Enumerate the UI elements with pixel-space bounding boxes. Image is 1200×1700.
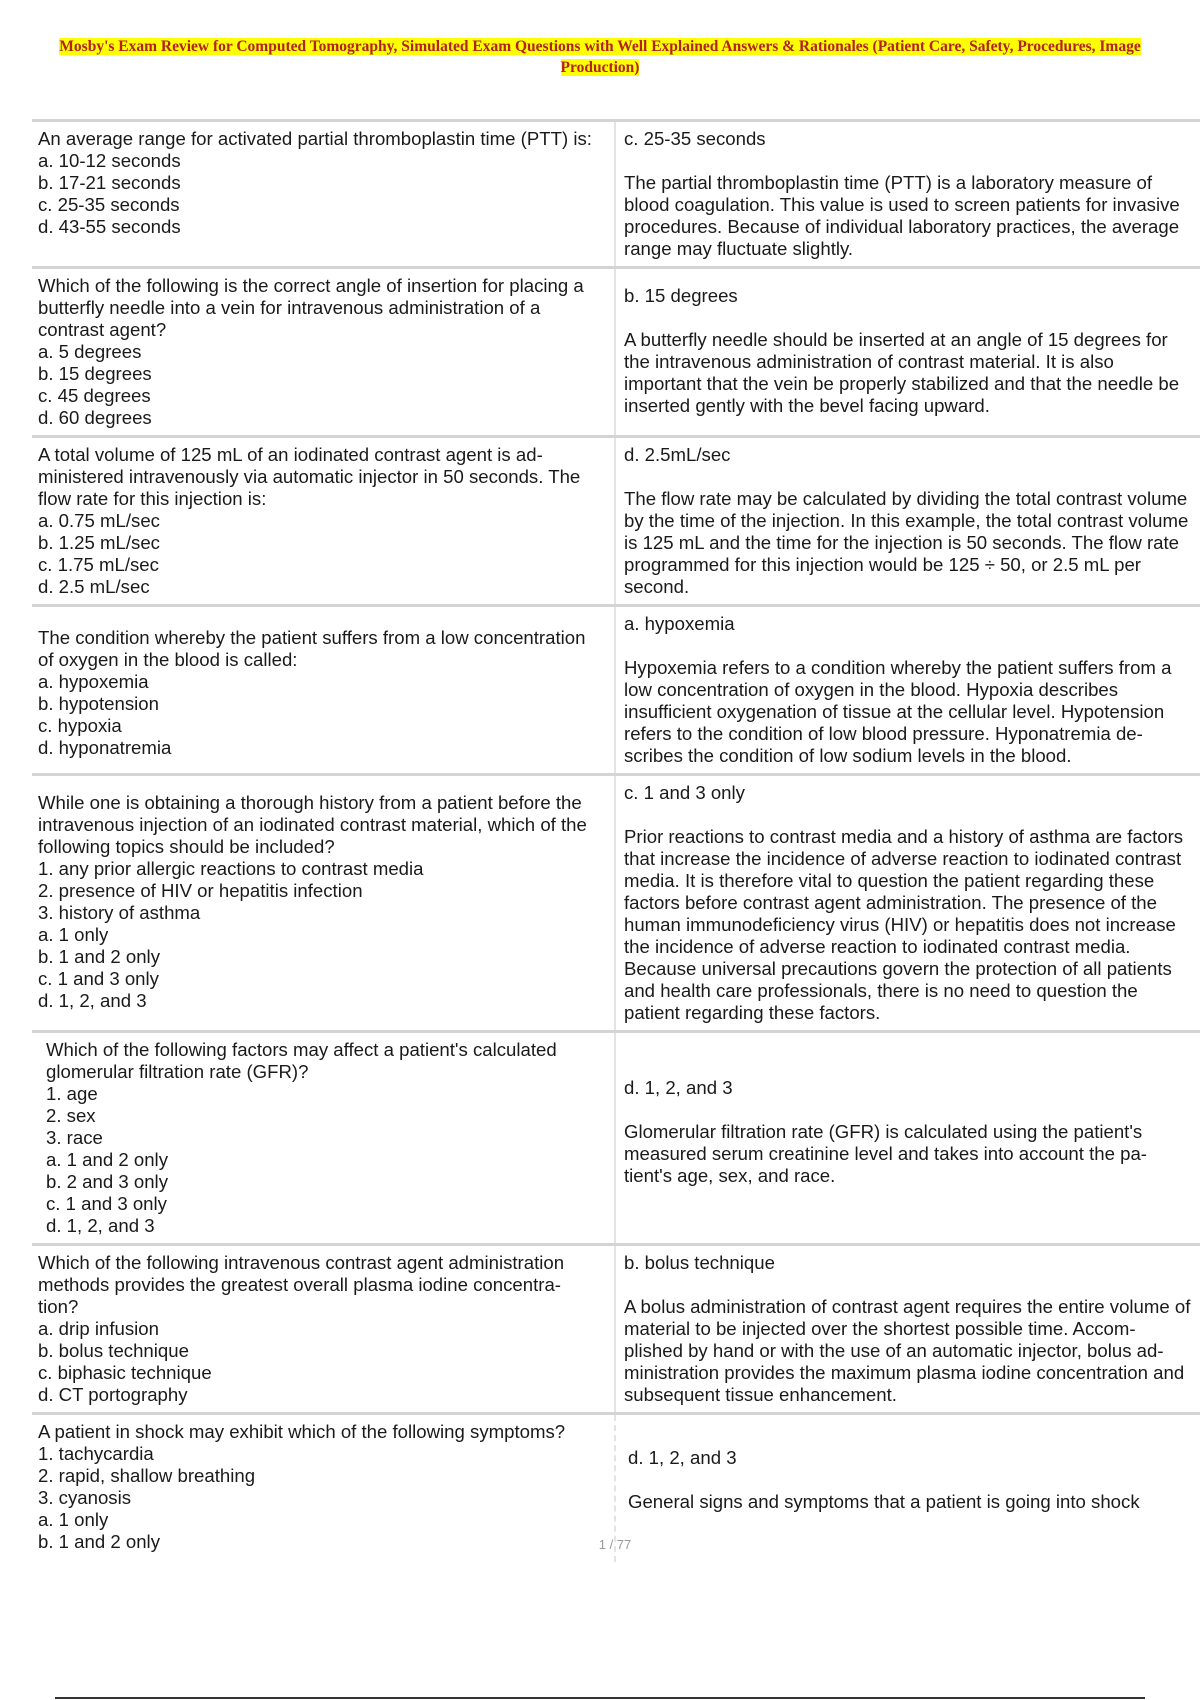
option-line: 3. cyanosis [38, 1487, 132, 1508]
table-row [32, 121, 1200, 268]
option-line: 3. race [46, 1127, 103, 1148]
question-text: While one is obtaining a thorough history from a patient before the intravenous injection of an iodinated contrast material, which of the following topics should be included? [38, 792, 587, 857]
option-line: a. drip infusion [38, 1318, 159, 1339]
question-text: A total volume of 125 mL of an iodinated contrast agent is ad- ministered intravenously via automatic injector in 50 seconds. The flow rate for this injection is: [38, 444, 581, 509]
answer-cell [615, 1245, 1200, 1414]
question-cell [32, 121, 615, 268]
rationale-text: The flow rate may be calculated by dividing the total contrast volume by the time of the injection. In this example, the total contrast volume is 125 mL and the time for the injection is 50 seconds. The flow rate programmed for this injection would be 125 ÷ 50, or 2.5 mL per second. [624, 488, 1189, 597]
option-line: c. 1.75 mL/sec [38, 554, 159, 575]
answer-cell [615, 121, 1200, 268]
answer-cell [615, 437, 1200, 606]
option-line: d. 2.5 mL/sec [38, 576, 150, 597]
option-line: c. hypoxia [38, 715, 122, 736]
answer-text: b. bolus technique [624, 1252, 775, 1273]
answer-text: a. hypoxemia [624, 613, 735, 634]
rationale-text: A bolus administration of contrast agent requires the entire volume of material to be injected over the shortest possible time. Accom- plished by hand or with the use of an automatic injector, bolus ad- ministration provides the maximum plasma iodine concentration and subsequent tissue enhancement. [624, 1296, 1191, 1405]
answer-text: d. 1, 2, and 3 [624, 1077, 733, 1098]
table-row [32, 606, 1200, 775]
option-line: d. 1, 2, and 3 [38, 990, 147, 1011]
option-line: c. 1 and 3 only [46, 1193, 167, 1214]
answer-cell [615, 268, 1200, 437]
option-line: c. 45 degrees [38, 385, 151, 406]
question-cell [32, 1032, 615, 1245]
option-line: a. hypoxemia [38, 671, 149, 692]
document-title [40, 36, 1160, 78]
option-line: d. 43-55 seconds [38, 216, 181, 237]
answer-cell [615, 1032, 1200, 1245]
question-text: The condition whereby the patient suffers from a low concentration of oxygen in the blood is called: [38, 627, 586, 670]
answer-cell [615, 775, 1200, 1032]
option-line: 1. age [46, 1083, 98, 1104]
answer-text: d. 2.5mL/sec [624, 444, 731, 465]
option-line: b. hypotension [38, 693, 159, 714]
rationale-text: General signs and symptoms that a patient is going into shock [628, 1491, 1140, 1512]
option-line: b. 2 and 3 only [46, 1171, 168, 1192]
question-cell [32, 606, 615, 775]
question-text: Which of the following factors may affect a patient's calculated glomerular filtration rate (GFR)? [46, 1039, 557, 1082]
table-row [32, 1245, 1200, 1414]
answer-text: b. 15 degrees [624, 285, 738, 306]
option-line: 2. presence of HIV or hepatitis infection [38, 880, 363, 901]
rationale-text: The partial thromboplastin time (PTT) is a laboratory measure of blood coagulation. This value is used to screen patients for invasive procedures. Because of individual laboratory practices, the average range may fluctuate slightly. [624, 172, 1180, 259]
option-line: b. 17-21 seconds [38, 172, 181, 193]
option-line: a. 5 degrees [38, 341, 142, 362]
option-line: c. 1 and 3 only [38, 968, 159, 989]
option-line: c. biphasic technique [38, 1362, 212, 1383]
rationale-text: Prior reactions to contrast media and a history of asthma are factors that increase the incidence of adverse reaction to iodinated contrast media. It is therefore vital to question the patient regarding these factors before contrast agent administration. The presence of the human immunodeficiency virus (HIV) or hepatitis does not increase the incidence of adverse reaction to iodinated contrast media. Because universal precautions govern the protection of all patients and health care professionals, there is no need to question the patient regarding these factors. [624, 826, 1184, 1023]
option-line: d. 60 degrees [38, 407, 152, 428]
option-line: 2. sex [46, 1105, 96, 1126]
page-indicator: 1 / 77 [598, 1537, 632, 1552]
rationale-text: Glomerular filtration rate (GFR) is calculated using the patient's measured serum creatinine level and takes into account the pa- tient's age, sex, and race. [624, 1121, 1147, 1186]
option-line: b. 1 and 2 only [38, 1531, 160, 1552]
option-line: d. 1, 2, and 3 [46, 1215, 155, 1236]
option-line: 3. history of asthma [38, 902, 201, 923]
option-line: 1. any prior allergic reactions to contrast media [38, 858, 424, 879]
option-line: b. 1.25 mL/sec [38, 532, 160, 553]
answer-text: c. 1 and 3 only [624, 782, 745, 803]
answer-text: c. 25-35 seconds [624, 128, 766, 149]
rationale-text: Hypoxemia refers to a condition whereby the patient suffers from a low concentration of oxygen in the blood. Hypoxia describes insufficient oxygenation of tissue at the cellular level. Hypotension refers to the condition of low blood pressure. Hyponatremia de- scribes the condition of low sodium levels in the blood. [624, 657, 1172, 766]
question-text: Which of the following intravenous contrast agent administration methods provides the greatest overall plasma iodine concentra- tion? [38, 1252, 565, 1317]
question-cell [32, 437, 615, 606]
option-line: b. bolus technique [38, 1340, 189, 1361]
option-line: a. 10-12 seconds [38, 150, 181, 171]
question-text: An average range for activated partial thromboplastin time (PTT) is: [38, 128, 592, 149]
flashcard-table [32, 119, 1200, 1562]
rationale-text: A butterfly needle should be inserted at an angle of 15 degrees for the intravenous administration of contrast material. It is also important that the vein be properly stabilized and that the needle be inserted gently with the bevel facing upward. [624, 329, 1180, 416]
option-line: b. 15 degrees [38, 363, 152, 384]
question-cell [32, 268, 615, 437]
table-row [32, 268, 1200, 437]
option-line: d. hyponatremia [38, 737, 172, 758]
footer-divider [55, 1697, 1145, 1699]
option-line: 1. tachycardia [38, 1443, 154, 1464]
question-cell [32, 1245, 615, 1414]
table-row [32, 437, 1200, 606]
option-line: a. 0.75 mL/sec [38, 510, 160, 531]
option-line: a. 1 only [38, 924, 109, 945]
option-line: b. 1 and 2 only [38, 946, 160, 967]
answer-text: d. 1, 2, and 3 [628, 1447, 737, 1468]
table-row [32, 775, 1200, 1032]
answer-cell [615, 606, 1200, 775]
question-cell [32, 775, 615, 1032]
question-text: A patient in shock may exhibit which of the following symptoms? [38, 1421, 566, 1442]
option-line: a. 1 and 2 only [46, 1149, 168, 1170]
option-line: d. CT portography [38, 1384, 188, 1405]
option-line: a. 1 only [38, 1509, 109, 1530]
question-text: Which of the following is the correct angle of insertion for placing a butterfly needle into a vein for intravenous administration of a contrast agent? [38, 275, 584, 340]
option-line: 2. rapid, shallow breathing [38, 1465, 256, 1486]
document-title-text: Mosby's Exam Review for Computed Tomography, Simulated Exam Questions with Well Explained Answers & Rationales (Patient Care, Safety, Procedures, Image Production) [59, 38, 1141, 76]
option-line: c. 25-35 seconds [38, 194, 180, 215]
table-row [32, 1032, 1200, 1245]
